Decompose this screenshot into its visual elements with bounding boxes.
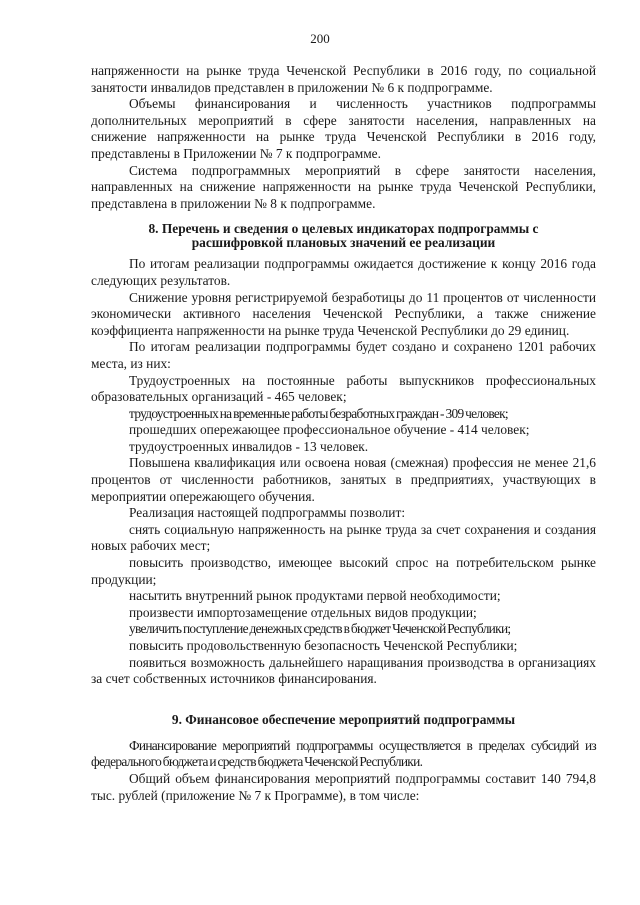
page-number: 200 [310,31,330,46]
paragraph: Повышена квалификация или освоена новая (смежная) профессия не менее 21,6 процентов от численности работников, занятых в предприятиях, участвующих в мероприятии опережающего обучения. [91,455,596,504]
list-item: трудоустроенных на временные работы безработных граждан - 309 человек; [129,405,508,421]
paragraph: Объемы финансирования и численность участников подпрограммы дополнительных мероприятий в сфере занятости населения, направленных на снижение напряженности на рынке труда Чеченской Республики в 2016 году, представлены в Приложении № 7 к подпрограмме. [91,96,596,161]
paragraph: Общий объем финансирования мероприятий подпрограммы составит 140 794,8 тыс. рублей (приложение № 7 к Программе), в том числе: [91,770,596,803]
list-item: появиться возможность дальнейшего наращивания производства в организациях за счет собственных источников финансирования. [91,654,596,687]
section-heading-line: 8. Перечень и сведения о целевых индикаторах подпрограммы с [148,221,539,237]
list-item: снять социальную напряженность на рынке труда за счет сохранения и создания новых рабочих мест; [91,521,596,554]
paragraph: По итогам реализации подпрограммы ожидается достижение к концу 2016 года следующих результатов. [91,256,596,288]
list-item: прошедших опережающее профессиональное обучение - 414 человек; [129,422,530,438]
list-item: Трудоустроенных на постоянные работы выпускников профессиональных образовательных организаций - 465 человек; [91,372,596,405]
document-body [91,63,596,804]
list-item: увеличить поступление денежных средств в бюджет Чеченской Республики; [129,621,511,637]
list-item: повысить продовольственную безопасность Чеченской Республики; [129,638,518,653]
section-heading: 9. Финансовое обеспечение мероприятий подпрограммы [171,711,516,727]
list-item: трудоустроенных инвалидов - 13 человек. [129,438,369,454]
section-heading [91,222,596,250]
paragraph: Система подпрограммных мероприятий в сфере занятости населения, направленных на снижение напряженности на рынке труда Чеченской Республики, представлена в приложении № 8 к подпрограмме. [91,162,596,211]
paragraph: Реализация настоящей подпрограммы позволит: [129,505,406,521]
list-item: произвести импортозамещение отдельных видов продукции; [129,604,477,620]
section-heading-line: расшифровкой плановых значений ее реализации [191,235,496,251]
paragraph: Снижение уровня регистрируемой безработицы до 11 процентов от численности экономически активного населения Чеченской Республики, а также снижение коэффициента напряженности на рынке труда Чеченской Республики до 29 единиц. [91,289,596,338]
list-item: повысить производство, имеющее высокий спрос на потребительском рынке продукции; [91,555,596,587]
paragraph: Финансирование мероприятий подпрограммы осуществляется в пределах субсидий из федерального бюджета и средств бюджета Чеченской Республики. [91,737,596,770]
list-item: насытить внутренний рынок продуктами первой необходимости; [129,588,501,604]
paragraph: По итогам реализации подпрограммы будет создано и сохранено 1201 рабочих места, из них: [91,339,596,371]
paragraph: напряженности на рынке труда Чеченской Республики в 2016 году, по социальной занятости инвалидов представлен в приложении № 6 к подпрограмме. [91,63,596,95]
